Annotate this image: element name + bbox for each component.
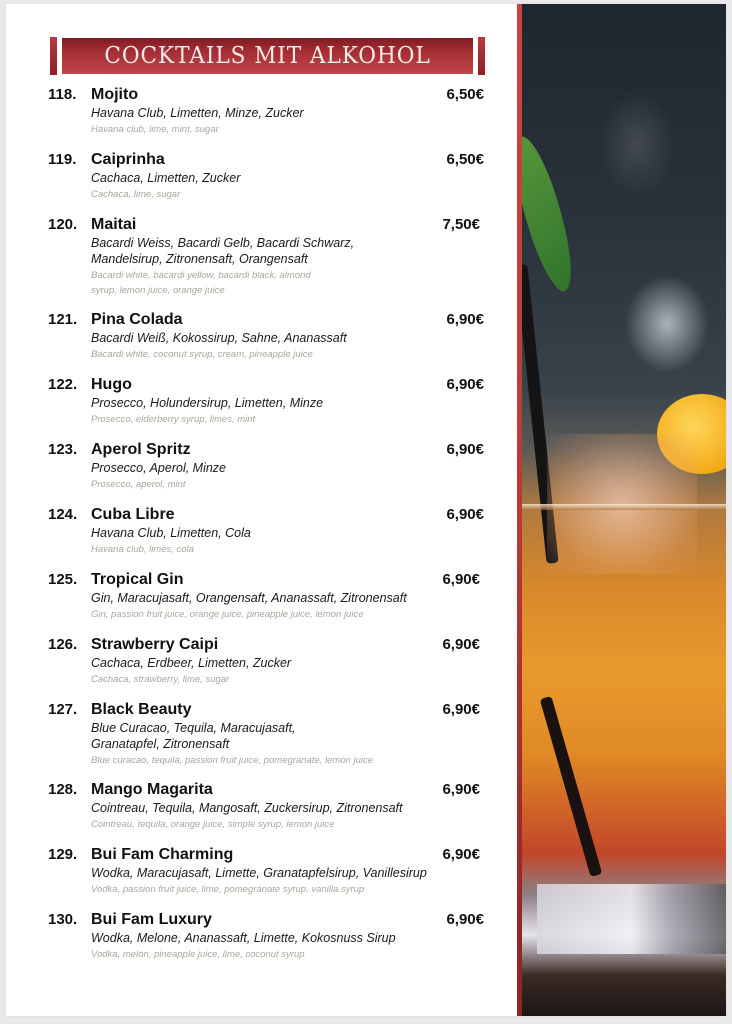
item-description-de: [91, 460, 451, 492]
item-description-en: Cointreau, tequila, orange juice, simple syrup, lemon juice: [91, 819, 335, 830]
item-description-de: [91, 235, 371, 298]
header-right-ornament: [478, 37, 485, 75]
item-description-en: Prosecco, elderberry syrup, limes, mint: [91, 414, 256, 425]
item-description-en: Blue curacao, tequila, passion fruit juice, pomegranate, lemon juice: [91, 755, 373, 766]
item-name: Bui Fam Charming: [91, 846, 234, 863]
item-price: 6,50€: [446, 86, 484, 103]
cocktail-photo: [517, 4, 726, 1016]
item-price: 6,90€: [442, 636, 480, 653]
item-name: Caiprinha: [91, 151, 165, 168]
item-number: 120.: [48, 216, 78, 233]
item-description-de: [91, 330, 451, 362]
item-price: 6,90€: [442, 846, 480, 863]
item-name: Mojito: [91, 86, 139, 103]
item-name: Aperol Spritz: [91, 441, 191, 458]
description-de-text: Prosecco, Holundersirup, Limetten, Minze: [91, 396, 324, 410]
item-number: 127.: [48, 701, 78, 718]
glass-rim-graphic: [517, 504, 726, 510]
item-description-en: Cachaca, lime, sugar: [91, 189, 181, 200]
item-name: Mango Magarita: [91, 781, 213, 798]
description-de-text: Bacardi Weiß, Kokossirup, Sahne, Ananassaft: [91, 331, 347, 345]
item-price: 6,90€: [446, 376, 484, 393]
item-description-de: [91, 105, 451, 137]
item-price: 6,90€: [446, 311, 484, 328]
item-description-en: Havana club, lime, mint, sugar: [91, 124, 219, 135]
photo-accent-stripe: [517, 4, 522, 1016]
description-de-text: Havana Club, Limetten, Minze, Zucker: [91, 106, 304, 120]
description-de-text: Havana Club, Limetten, Cola: [91, 526, 251, 540]
description-de-text: Cachaca, Erdbeer, Limetten, Zucker: [91, 656, 292, 670]
item-description-en: Havana club, limes, cola: [91, 544, 194, 555]
item-description-de: [91, 930, 451, 962]
item-description-en: Prosecco, aperol, mint: [91, 479, 186, 490]
item-name: Tropical Gin: [91, 571, 184, 588]
item-description-de: [91, 800, 471, 832]
item-description-en: Vodka, passion fruit juice, lime, pomegranate syrup, vanilla syrup: [91, 884, 365, 895]
glass-base-graphic: [537, 884, 726, 954]
item-price: 6,50€: [446, 151, 484, 168]
description-de-text: Bacardi Weiss, Bacardi Gelb, Bacardi Schwarz, Mandelsirup, Zitronensaft, Orangensaft: [91, 236, 355, 266]
item-price: 6,90€: [442, 701, 480, 718]
description-de-text: Blue Curacao, Tequila, Maracujasaft, Granatapfel, Zitronensaft: [91, 721, 296, 751]
item-price: 6,90€: [446, 506, 484, 523]
item-number: 121.: [48, 311, 78, 328]
item-name: Bui Fam Luxury: [91, 911, 212, 928]
straw-graphic: [540, 696, 603, 877]
item-name: Strawberry Caipi: [91, 636, 219, 653]
section-title: COCKTAILS MIT ALKOHOL: [104, 43, 431, 69]
item-description-de: [91, 865, 491, 897]
item-description-en: Cachaca, strawberry, lime, sugar: [91, 674, 230, 685]
description-de-text: Cointreau, Tequila, Mangosaft, Zuckersirup, Zitronensaft: [91, 801, 403, 815]
item-number: 123.: [48, 441, 78, 458]
header-left-ornament: [50, 37, 57, 75]
item-number: 119.: [48, 151, 77, 168]
item-description-en: Bacardi white, bacardi yellow, bacardi black, almond syrup, lemon juice, orange juice: [91, 270, 311, 296]
description-de-text: Wodka, Melone, Ananassaft, Limette, Kokosnuss Sirup: [91, 931, 396, 945]
description-de-text: Wodka, Maracujasaft, Limette, Granatapfelsirup, Vanillesirup: [91, 866, 427, 880]
item-description-de: [91, 720, 373, 768]
item-description-de: [91, 395, 451, 427]
item-price: 6,90€: [442, 571, 480, 588]
item-price: 7,50€: [442, 216, 480, 233]
section-header: [50, 37, 485, 75]
description-de-text: Cachaca, Limetten, Zucker: [91, 171, 241, 185]
item-number: 118.: [48, 86, 77, 103]
item-description-en: Vodka, melon, pineapple juice, lime, coconut syrup: [91, 949, 305, 960]
item-description-de: [91, 525, 451, 557]
item-price: 6,90€: [442, 781, 480, 798]
item-name: Black Beauty: [91, 701, 192, 718]
item-name: Hugo: [91, 376, 132, 393]
item-number: 129.: [48, 846, 78, 863]
item-price: 6,90€: [446, 441, 484, 458]
header-bar: [62, 38, 473, 74]
item-number: 125.: [48, 571, 78, 588]
item-name: Pina Colada: [91, 311, 183, 328]
item-number: 122.: [48, 376, 78, 393]
description-de-text: Prosecco, Aperol, Minze: [91, 461, 227, 475]
item-name: Maitai: [91, 216, 137, 233]
item-name: Cuba Libre: [91, 506, 175, 523]
description-de-text: Gin, Maracujasaft, Orangensaft, Ananassaft, Zitronensaft: [91, 591, 407, 605]
item-description-en: Bacardi white, coconut syrup, cream, pineapple juice: [91, 349, 313, 360]
item-description-de: [91, 655, 451, 687]
item-description-de: [91, 590, 471, 622]
item-description-de: [91, 170, 451, 202]
item-number: 128.: [48, 781, 78, 798]
item-number: 124.: [48, 506, 78, 523]
item-number: 126.: [48, 636, 78, 653]
item-price: 6,90€: [446, 911, 484, 928]
item-number: 130.: [48, 911, 78, 928]
item-description-en: Gin, passion fruit juice, orange juice, pineapple juice, lemon juice: [91, 609, 364, 620]
